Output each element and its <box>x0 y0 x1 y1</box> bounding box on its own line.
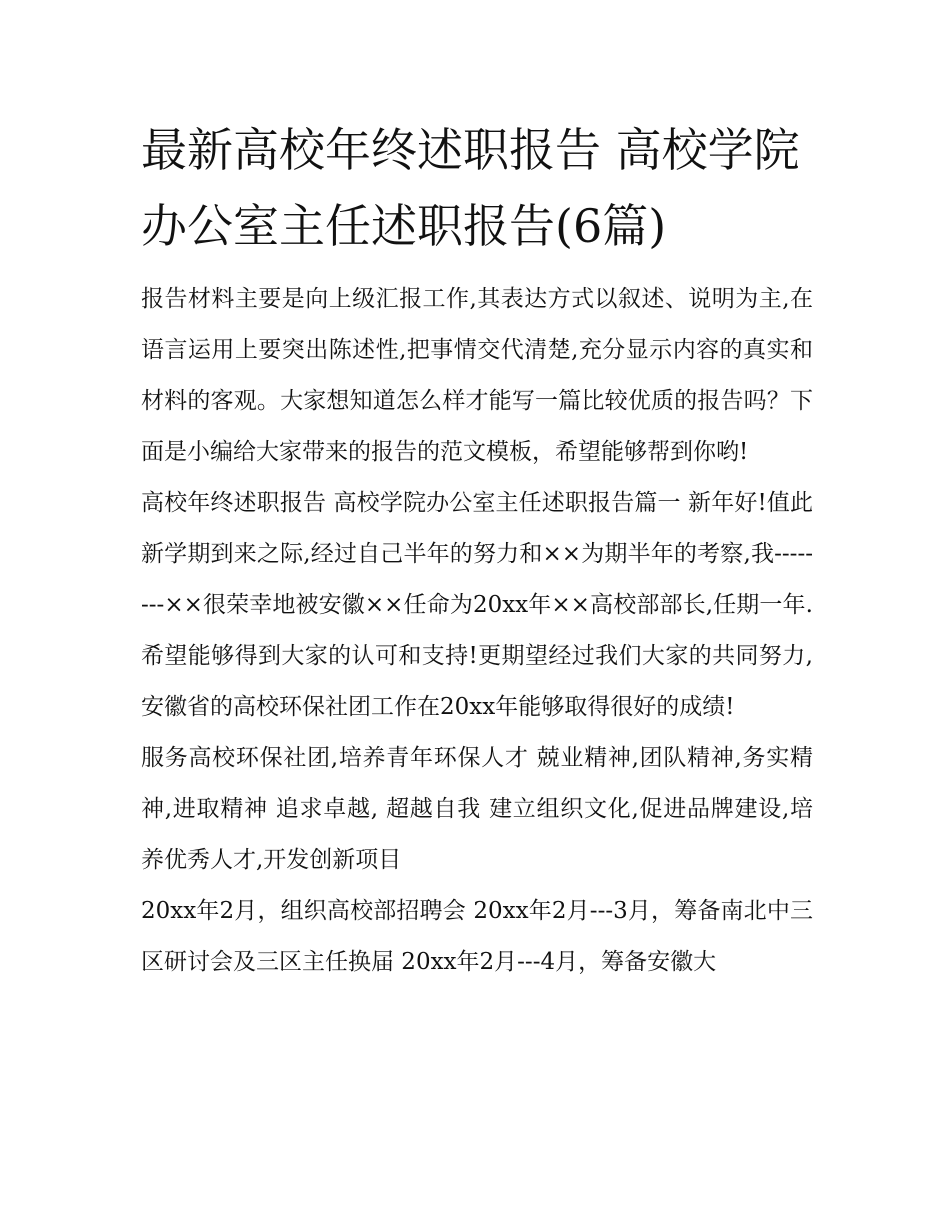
paragraph-report-one: 高校年终述职报告 高校学院办公室主任述职报告篇一 新年好!值此新学期到来之际,经过自己半年的努力和××为期半年的考察,我--------××很荣幸地被安徽××任命为20xx年××高校部部长,任期一年.希望能够得到大家的认可和支持!更期望经过我们大家的共同努力,安徽省的高校环保社团工作在20xx年能够取得很好的成绩! <box>141 490 813 720</box>
paragraph-intro: 报告材料主要是向上级汇报工作,其表达方式以叙述、说明为主,在语言运用上要突出陈述性,把事情交代清楚,充分显示内容的真实和材料的客观。大家想知道怎么样才能写一篇比较优质的报告吗？下面是小编给大家带来的报告的范文模板，希望能够帮到你哟! <box>141 286 813 465</box>
document-body <box>141 274 813 988</box>
paragraph-schedule: 20xx年2月，组织高校部招聘会 20xx年2月---3月，筹备南北中三区研讨会及三区主任换届 20xx年2月---4月，筹备安徽大 <box>141 898 813 975</box>
document-content <box>141 112 813 988</box>
document-title: 最新高校年终述职报告 高校学院办公室主任述职报告(6篇) <box>141 123 800 253</box>
paragraph-mission: 服务高校环保社团,培养青年环保人才 兢业精神,团队精神,务实精神,进取精神 追求卓越, 超越自我 建立组织文化,促进品牌建设,培养优秀人才,开发创新项目 <box>141 745 813 873</box>
